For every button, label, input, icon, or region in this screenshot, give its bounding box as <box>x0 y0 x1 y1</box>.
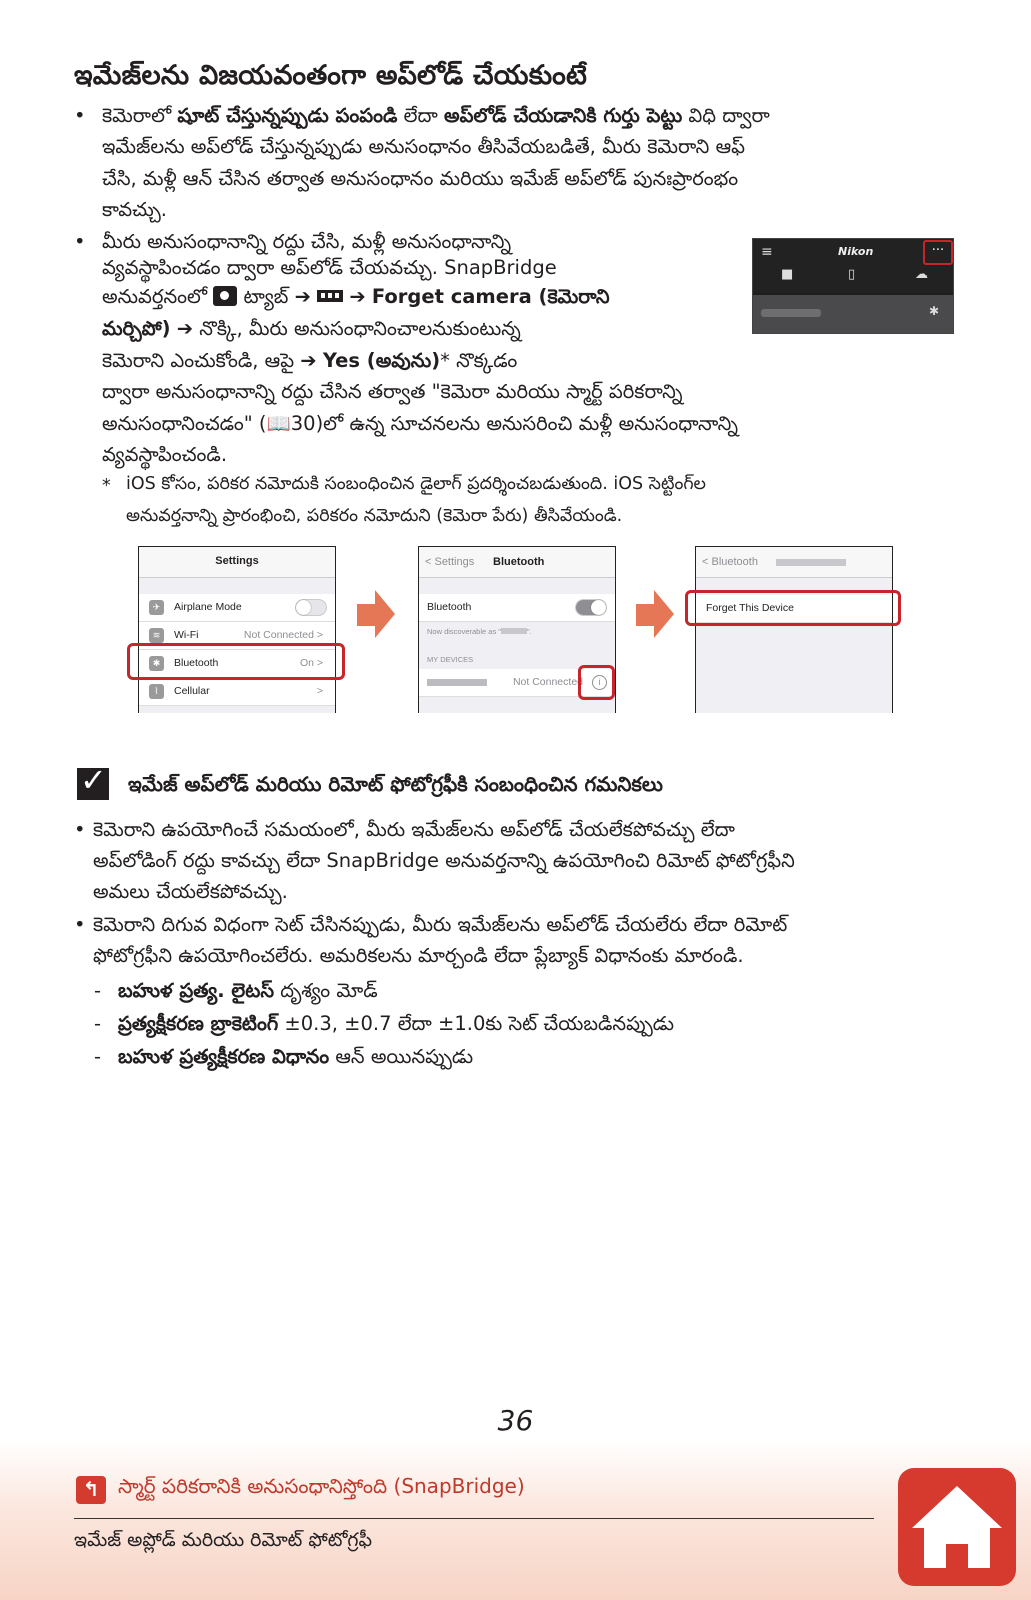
row-value: On > <box>299 657 323 669</box>
wifi-icon: ≋ <box>149 628 164 643</box>
back-arrow-icon[interactable]: ↰ <box>76 1476 106 1504</box>
nav-bar <box>696 547 892 578</box>
cellular-icon: ⌇ <box>149 684 164 699</box>
bullet-dot: • <box>74 230 86 253</box>
text: కెమెరాలో <box>102 104 178 127</box>
bullet-2-line-3 <box>102 281 742 313</box>
snapbridge-app-screenshot <box>752 238 954 334</box>
footnote-line-2: అనువర్తనాన్ని ప్రారంభించి, పరికరం నమోదుని (కెమెరా పేరు) తీసివేయండి. <box>126 506 623 526</box>
highlight-box <box>127 643 345 680</box>
cloud-tab-icon: ☁ <box>915 267 928 282</box>
bluetooth-toggle-row <box>419 594 615 622</box>
settings-row-cellular <box>139 678 335 706</box>
nav-bar <box>419 547 615 578</box>
home-button[interactable] <box>898 1468 1016 1586</box>
bullet-dot: • <box>74 104 86 127</box>
row-label: Airplane Mode <box>174 601 242 613</box>
row-value: Not Connected > <box>243 629 323 641</box>
blurred-device-name <box>427 679 487 686</box>
device-status: Not Connected <box>512 676 583 688</box>
back-link: < Bluetooth <box>702 556 758 568</box>
page-title: ఇమేజ్‌లను విజయవంతంగా అప్‌లోడ్ చేయకుంటే <box>74 60 588 91</box>
option-name: Forget camera (కెమెరాని <box>371 285 610 308</box>
text: కెమెరాని ఎంచుకోండి, ఆపై ➔ <box>102 349 323 372</box>
bullet-dot: • <box>74 913 86 936</box>
app-brand: Nikon <box>838 245 874 258</box>
bullet-1-line-2: ఇమేజ్‌లను అప్‌లోడ్ చేస్తున్నప్పుడు అనుసంధానం తీసివేయబడితే, మీరు కెమెరాని ఆఫ్ <box>102 135 745 158</box>
nav-bar <box>139 547 335 578</box>
bullet-2-line-6: ద్వారా అనుసంధానాన్ని రద్దు చేసిన తర్వాత "కెమెరా మరియు స్మార్ట్ పరికరాన్ని <box>102 380 683 403</box>
dash-mark: - <box>94 1045 102 1068</box>
text: ట్యాబ్ ➔ <box>237 285 318 308</box>
option-name: అప్‌లోడ్ చేయడానికి గుర్తు పెట్టు <box>444 104 683 127</box>
dash-item-3 <box>118 1041 473 1072</box>
screen-title: Bluetooth <box>493 556 545 568</box>
blurred-name <box>501 628 527 634</box>
dash-item-1 <box>118 975 378 1006</box>
footer-background <box>0 1440 1031 1600</box>
footnote-mark: * <box>102 476 111 496</box>
bullet-2-line-7: అనుసంధానించడం" (📖30)లో ఉన్న సూచనలను అనుసరించి మళ్లీ అనుసంధానాన్ని <box>102 412 738 435</box>
camera-row <box>753 295 953 333</box>
note-2-line-2: ఫోటోగ్రఫీని ఉపయోగించలేరు. అమరికలను మార్చండి లేదా ప్లేబ్యాక్ విధానంకు మారండి. <box>93 944 744 967</box>
footnote-line-1: iOS కోసం, పరికర నమోదుకి సంబంధించిన డైలాగ్ ప్రదర్శించబడుతుంది. iOS సెట్టింగ్‌ల <box>126 474 706 494</box>
bluetooth-toggle <box>575 599 607 616</box>
bullet-2-line-2: వ్యవస్థాపించడం ద్వారా అప్‌లోడ్ చేయవచ్చు. SnapBridge <box>102 256 557 279</box>
phone-tab-icon: ▯ <box>848 267 856 282</box>
row-label: Bluetooth <box>174 657 219 669</box>
note-1-line-2: అప్‌లోడింగ్ రద్దు కావచ్చు లేదా SnapBridge అనువర్తనాన్ని ఉపయోగించి రిమోట్ ఫోటోగ్రఫీని <box>93 849 795 872</box>
airplane-toggle <box>295 599 327 616</box>
bullet-2-line-8: వ్యవస్థాపించండి. <box>102 443 228 466</box>
text: ➔ నొక్కి, మీరు అనుసంధానించాలనుకుంటున్న <box>170 317 521 340</box>
text: Now discoverable as " <box>427 627 501 636</box>
row-label: Wi-Fi <box>174 629 199 641</box>
dash-mark: - <box>94 1012 102 1035</box>
bullet-1-line-3: చేసి, మళ్లీ ఆన్ చేసిన తర్వాత అనుసంధానం మరియు ఇమేజ్ అప్‌లోడ్ పునఃప్రారంభం <box>102 167 739 190</box>
row-label: Bluetooth <box>427 601 472 613</box>
option-name: షూట్ చేస్తున్నప్పుడు పంపండి <box>177 104 398 127</box>
note-2-line-1: కెమెరాని దిగువ విధంగా సెట్ చేసినప్పుడు, మీరు ఇమేజ్‌లను అప్‌లోడ్ చేయలేరు లేదా రిమోట్ <box>93 913 788 936</box>
divider <box>74 1518 874 1519</box>
text: ±0.3, ±0.7 లేదా ±1.0కు సెట్ చేయబడినప్పుడు <box>278 1012 674 1035</box>
text: ". <box>526 627 532 636</box>
note-1-line-3: అమలు చేయలేకపోవచ్చు. <box>93 880 288 903</box>
option-name: మర్చిపో) <box>102 317 171 340</box>
camera-icon <box>213 286 237 306</box>
option-name: Yes (అవును) <box>322 349 441 372</box>
more-dots-icon <box>317 290 343 302</box>
bluetooth-icon: ✱ <box>928 304 939 318</box>
text: ఆన్ అయినప్పుడు <box>329 1045 474 1068</box>
camera-tab-icon: ■ <box>781 267 794 282</box>
dash-mark: - <box>94 979 102 1002</box>
option-name: ప్రత్యక్షీకరణ బ్రాకెటింగ్ <box>118 1012 279 1035</box>
discoverable-text <box>427 627 532 636</box>
blurred-device-name <box>776 559 846 566</box>
bullet-2-line-4 <box>102 313 742 345</box>
text: లేదా <box>397 104 444 127</box>
highlight-box <box>578 665 615 700</box>
bullet-1-line-1 <box>102 100 942 132</box>
note-title: ఇమేజ్ అప్‌లోడ్ మరియు రిమోట్ ఫోటోగ్రఫీకి సంబంధించిన గమనికలు <box>128 772 663 796</box>
checkmark-icon: ✓ <box>77 768 109 800</box>
bullet-dot: • <box>74 818 86 841</box>
text: విధి ద్వారా <box>682 104 770 127</box>
app-header <box>753 239 953 293</box>
bullet-2-line-1: మీరు అనుసంధానాన్ని రద్దు చేసి, మళ్లీ అనుసంధానాన్ని <box>102 230 512 253</box>
settings-row-airplane <box>139 594 335 622</box>
text: అనువర్తనంలో <box>102 285 214 308</box>
option-name: బహుళ ప్రత్య. లైటస్ <box>118 979 275 1002</box>
highlight-box <box>685 590 901 626</box>
bullet-1-line-4: కావచ్చు. <box>102 198 167 221</box>
text: ➔ <box>343 285 372 308</box>
row-label: Cellular <box>174 685 210 697</box>
screen-title: Settings <box>215 555 259 567</box>
hamburger-icon: ≡ <box>761 244 773 260</box>
ios-device-screen <box>695 546 893 713</box>
forget-device-label: Forget This Device <box>706 602 794 614</box>
more-dots-icon: ··· <box>923 240 953 265</box>
note-1-line-1: కెమెరాని ఉపయోగించే సమయంలో, మీరు ఇమేజ్‌లను అప్‌లోడ్ చేయలేకపోవచ్చు లేదా <box>93 818 735 841</box>
bullet-2-line-5 <box>102 345 742 377</box>
section-name: ఇమేజ్ అప్లోడ్ మరియు రిమోట్ ఫోటోగ్రఫీ <box>74 1529 373 1551</box>
back-link: < Settings <box>425 556 475 568</box>
option-name: బహుళ ప్రత్యక్షీకరణ విధానం <box>118 1045 330 1068</box>
page-number: 36 <box>497 1404 534 1437</box>
airplane-icon: ✈ <box>149 600 164 615</box>
section-header: MY DEVICES <box>427 655 474 664</box>
dash-item-2 <box>118 1008 674 1039</box>
info-icon: i <box>592 675 607 690</box>
blurred-camera-name <box>761 309 821 317</box>
text: దృశ్యం మోడ్ <box>274 979 378 1002</box>
ios-settings-screen <box>138 546 336 713</box>
text: * నొక్కడం <box>440 349 518 372</box>
home-icon <box>898 1468 1016 1586</box>
back-link[interactable]: స్మార్ట్ పరికరానికి అనుసంధానిస్తోంది (SnapBridge) <box>118 1474 525 1498</box>
row-value: > <box>316 685 323 697</box>
bluetooth-icon: ✱ <box>149 656 164 671</box>
